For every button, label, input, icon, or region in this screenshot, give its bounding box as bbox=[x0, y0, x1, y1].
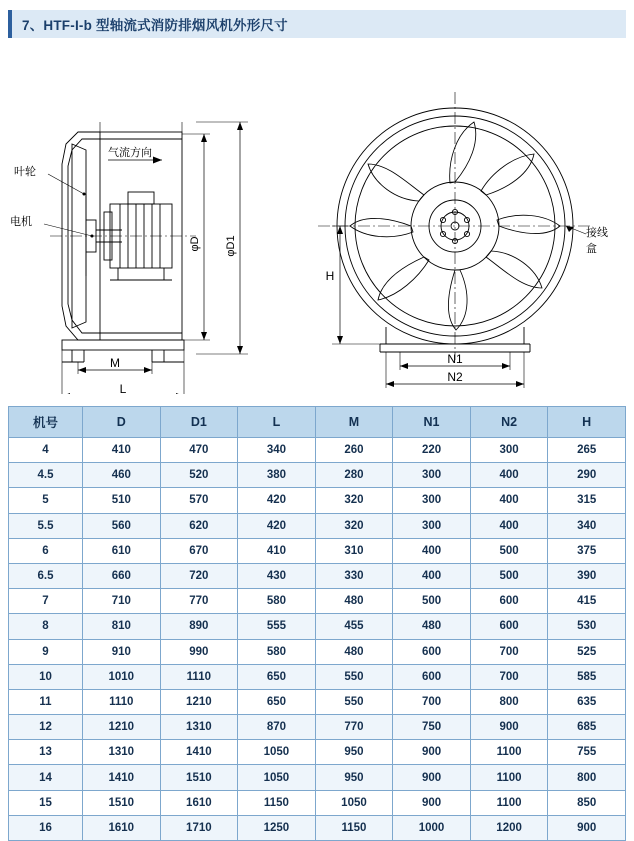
cell-m: 770 bbox=[315, 715, 393, 740]
cell-n2: 800 bbox=[470, 689, 548, 714]
col-header-l: L bbox=[238, 407, 316, 438]
cell-m: 480 bbox=[315, 639, 393, 664]
cell-h: 585 bbox=[548, 664, 626, 689]
col-header-h: H bbox=[548, 407, 626, 438]
specification-table-wrapper bbox=[8, 406, 626, 841]
cell-l: 580 bbox=[238, 639, 316, 664]
cell-model: 7 bbox=[9, 589, 83, 614]
cell-n1: 900 bbox=[393, 765, 471, 790]
table-row bbox=[9, 715, 626, 740]
cell-h: 390 bbox=[548, 563, 626, 588]
table-row bbox=[9, 740, 626, 765]
cell-m: 1050 bbox=[315, 790, 393, 815]
table-row bbox=[9, 765, 626, 790]
cell-h: 340 bbox=[548, 513, 626, 538]
cell-d: 1010 bbox=[83, 664, 161, 689]
cell-d1: 770 bbox=[160, 589, 238, 614]
cell-model: 9 bbox=[9, 639, 83, 664]
cell-h: 315 bbox=[548, 488, 626, 513]
cell-model: 5.5 bbox=[9, 513, 83, 538]
cell-d: 610 bbox=[83, 538, 161, 563]
cell-model: 15 bbox=[9, 790, 83, 815]
technical-drawing bbox=[0, 44, 634, 394]
cell-n2: 600 bbox=[470, 614, 548, 639]
cell-l: 555 bbox=[238, 614, 316, 639]
cell-m: 280 bbox=[315, 463, 393, 488]
cell-n1: 500 bbox=[393, 589, 471, 614]
label-h: H bbox=[325, 269, 335, 283]
cell-l: 420 bbox=[238, 513, 316, 538]
cell-d1: 520 bbox=[160, 463, 238, 488]
cell-n1: 300 bbox=[393, 463, 471, 488]
cell-m: 310 bbox=[315, 538, 393, 563]
specification-table bbox=[8, 406, 626, 841]
cell-n1: 1000 bbox=[393, 815, 471, 840]
label-impeller: 叶轮 bbox=[14, 166, 36, 178]
cell-d1: 470 bbox=[160, 438, 238, 463]
label-airflow: 气流方向 bbox=[108, 147, 152, 159]
cell-m: 550 bbox=[315, 664, 393, 689]
cell-model: 16 bbox=[9, 815, 83, 840]
section-title-bar bbox=[8, 10, 626, 38]
cell-d: 460 bbox=[83, 463, 161, 488]
cell-n2: 1200 bbox=[470, 815, 548, 840]
cell-m: 260 bbox=[315, 438, 393, 463]
cell-d: 660 bbox=[83, 563, 161, 588]
cell-model: 10 bbox=[9, 664, 83, 689]
cell-d1: 1210 bbox=[160, 689, 238, 714]
cell-model: 4 bbox=[9, 438, 83, 463]
cell-d1: 1710 bbox=[160, 815, 238, 840]
cell-h: 685 bbox=[548, 715, 626, 740]
cell-l: 1050 bbox=[238, 740, 316, 765]
cell-h: 375 bbox=[548, 538, 626, 563]
cell-d1: 890 bbox=[160, 614, 238, 639]
table-body bbox=[9, 438, 626, 841]
col-header-n2: N2 bbox=[470, 407, 548, 438]
cell-model: 11 bbox=[9, 689, 83, 714]
cell-l: 1150 bbox=[238, 790, 316, 815]
cell-l: 420 bbox=[238, 488, 316, 513]
cell-l: 410 bbox=[238, 538, 316, 563]
table-row bbox=[9, 513, 626, 538]
cell-n2: 700 bbox=[470, 639, 548, 664]
cell-d: 710 bbox=[83, 589, 161, 614]
cell-l: 1050 bbox=[238, 765, 316, 790]
cell-d1: 570 bbox=[160, 488, 238, 513]
cell-l: 650 bbox=[238, 664, 316, 689]
table-row bbox=[9, 815, 626, 840]
table-row bbox=[9, 689, 626, 714]
cell-d1: 1110 bbox=[160, 664, 238, 689]
cell-model: 12 bbox=[9, 715, 83, 740]
label-dia-d1: φD1 bbox=[225, 235, 237, 257]
cell-d: 1610 bbox=[83, 815, 161, 840]
col-header-d: D bbox=[83, 407, 161, 438]
cell-m: 480 bbox=[315, 589, 393, 614]
cell-m: 320 bbox=[315, 488, 393, 513]
cell-n1: 600 bbox=[393, 639, 471, 664]
table-row bbox=[9, 563, 626, 588]
cell-h: 415 bbox=[548, 589, 626, 614]
cell-model: 5 bbox=[9, 488, 83, 513]
cell-l: 870 bbox=[238, 715, 316, 740]
cell-l: 430 bbox=[238, 563, 316, 588]
cell-h: 800 bbox=[548, 765, 626, 790]
cell-d1: 720 bbox=[160, 563, 238, 588]
col-header-m: M bbox=[315, 407, 393, 438]
cell-n2: 900 bbox=[470, 715, 548, 740]
cell-d: 1410 bbox=[83, 765, 161, 790]
cell-d1: 1310 bbox=[160, 715, 238, 740]
label-motor: 电机 bbox=[10, 216, 32, 228]
cell-m: 1150 bbox=[315, 815, 393, 840]
cell-n1: 750 bbox=[393, 715, 471, 740]
cell-model: 14 bbox=[9, 765, 83, 790]
table-row bbox=[9, 639, 626, 664]
cell-d: 910 bbox=[83, 639, 161, 664]
cell-n1: 600 bbox=[393, 664, 471, 689]
cell-n2: 300 bbox=[470, 438, 548, 463]
cell-d1: 1610 bbox=[160, 790, 238, 815]
cell-n2: 500 bbox=[470, 563, 548, 588]
cell-model: 8 bbox=[9, 614, 83, 639]
label-l: L bbox=[119, 382, 127, 394]
label-n2: N2 bbox=[447, 370, 463, 384]
cell-n1: 400 bbox=[393, 563, 471, 588]
cell-d: 1110 bbox=[83, 689, 161, 714]
cell-model: 4.5 bbox=[9, 463, 83, 488]
cell-n1: 700 bbox=[393, 689, 471, 714]
cell-n2: 1100 bbox=[470, 765, 548, 790]
label-junction-box-2: 盒 bbox=[586, 243, 597, 255]
page-title: 7、HTF-I-b 型轴流式消防排烟风机外形尺寸 bbox=[22, 18, 288, 33]
cell-d: 1510 bbox=[83, 790, 161, 815]
cell-n1: 480 bbox=[393, 614, 471, 639]
cell-m: 320 bbox=[315, 513, 393, 538]
col-header-d1: D1 bbox=[160, 407, 238, 438]
cell-model: 6.5 bbox=[9, 563, 83, 588]
cell-l: 1250 bbox=[238, 815, 316, 840]
cell-d: 410 bbox=[83, 438, 161, 463]
cell-d1: 620 bbox=[160, 513, 238, 538]
table-row bbox=[9, 664, 626, 689]
table-row bbox=[9, 614, 626, 639]
cell-n2: 400 bbox=[470, 513, 548, 538]
label-dia-d: φD bbox=[189, 236, 201, 252]
cell-n1: 400 bbox=[393, 538, 471, 563]
cell-d: 560 bbox=[83, 513, 161, 538]
table-row bbox=[9, 790, 626, 815]
table-row bbox=[9, 488, 626, 513]
cell-model: 6 bbox=[9, 538, 83, 563]
cell-m: 950 bbox=[315, 740, 393, 765]
cell-n2: 700 bbox=[470, 664, 548, 689]
cell-l: 650 bbox=[238, 689, 316, 714]
table-header-row bbox=[9, 407, 626, 438]
cell-h: 530 bbox=[548, 614, 626, 639]
cell-d1: 990 bbox=[160, 639, 238, 664]
cell-m: 330 bbox=[315, 563, 393, 588]
col-header-model: 机号 bbox=[9, 407, 83, 438]
label-m: M bbox=[110, 356, 120, 370]
cell-h: 525 bbox=[548, 639, 626, 664]
cell-n1: 900 bbox=[393, 790, 471, 815]
cell-m: 455 bbox=[315, 614, 393, 639]
cell-n2: 400 bbox=[470, 463, 548, 488]
label-n1: N1 bbox=[447, 352, 463, 366]
cell-l: 340 bbox=[238, 438, 316, 463]
cell-h: 265 bbox=[548, 438, 626, 463]
cell-d: 510 bbox=[83, 488, 161, 513]
cell-h: 290 bbox=[548, 463, 626, 488]
cell-n1: 900 bbox=[393, 740, 471, 765]
cell-l: 380 bbox=[238, 463, 316, 488]
cell-h: 850 bbox=[548, 790, 626, 815]
cell-d: 1310 bbox=[83, 740, 161, 765]
cell-d1: 670 bbox=[160, 538, 238, 563]
cell-d: 1210 bbox=[83, 715, 161, 740]
col-header-n1: N1 bbox=[393, 407, 471, 438]
cell-h: 755 bbox=[548, 740, 626, 765]
cell-m: 950 bbox=[315, 765, 393, 790]
cell-n1: 300 bbox=[393, 513, 471, 538]
cell-n2: 1100 bbox=[470, 740, 548, 765]
cell-l: 580 bbox=[238, 589, 316, 614]
table-row bbox=[9, 438, 626, 463]
cell-d: 810 bbox=[83, 614, 161, 639]
cell-h: 635 bbox=[548, 689, 626, 714]
table-row bbox=[9, 463, 626, 488]
table-row bbox=[9, 538, 626, 563]
cell-model: 13 bbox=[9, 740, 83, 765]
cell-n1: 220 bbox=[393, 438, 471, 463]
cell-d1: 1510 bbox=[160, 765, 238, 790]
cell-n2: 1100 bbox=[470, 790, 548, 815]
table-row bbox=[9, 589, 626, 614]
label-junction-box-1: 接线 bbox=[586, 227, 608, 239]
cell-m: 550 bbox=[315, 689, 393, 714]
table-head bbox=[9, 407, 626, 438]
cell-n2: 400 bbox=[470, 488, 548, 513]
cell-n2: 500 bbox=[470, 538, 548, 563]
cell-d1: 1410 bbox=[160, 740, 238, 765]
cell-h: 900 bbox=[548, 815, 626, 840]
cell-n2: 600 bbox=[470, 589, 548, 614]
cell-n1: 300 bbox=[393, 488, 471, 513]
